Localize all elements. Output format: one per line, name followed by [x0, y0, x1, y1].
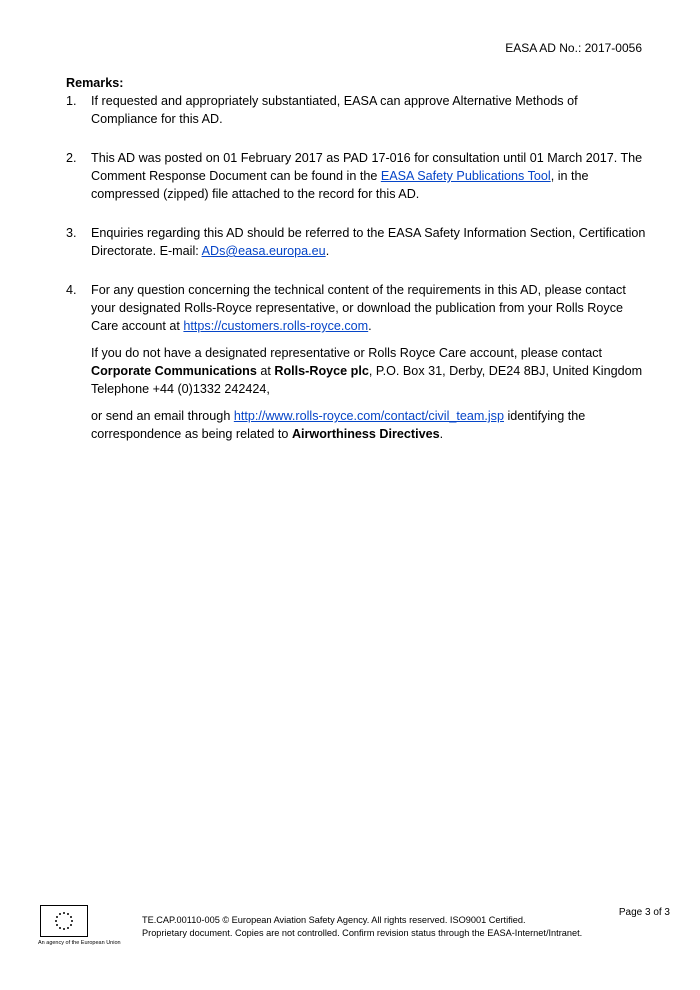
remark-item-3: [66, 224, 646, 260]
remarks-section: [66, 74, 646, 464]
remark-number: 2.: [66, 151, 77, 165]
remark-item-4: [66, 281, 646, 443]
remark-text: Enquiries regarding this AD should be referred to the EASA Safety Information Section, Certification Directorate. E-mail: ADs@easa.europa.eu.: [91, 226, 646, 258]
easa-safety-publications-link[interactable]: EASA Safety Publications Tool: [380, 169, 551, 183]
remarks-list: [66, 92, 646, 443]
eu-flag-icon: [40, 905, 88, 937]
remark-text: If requested and appropriately substantiated, EASA can approve Alternative Methods of Compliance for this AD.: [91, 94, 578, 126]
remark-item-1: [66, 92, 646, 128]
remark-number: 1.: [66, 94, 77, 108]
remark-number: 4.: [66, 283, 77, 297]
footer-line-1: TE.CAP.00110-005 © European Aviation Safety Agency. All rights reserved. ISO9001 Certified.: [142, 915, 526, 925]
eu-agency-caption: An agency of the European Union: [38, 940, 121, 946]
contact-paragraph: If you do not have a designated representative or Rolls Royce Care account, please contact Corporate Communications at Rolls-Royce plc, P.O. Box 31, Derby, DE24 8BJ, United Kingdom Telephone +44 (0)1332 242424,: [91, 346, 643, 396]
ad-number-header: EASA AD No.: 2017-0056: [505, 41, 642, 55]
footer-notice: [142, 914, 582, 940]
remark-number: 3.: [66, 226, 77, 240]
footer-line-2: Proprietary document. Copies are not controlled. Confirm revision status through the EASA-Internet/Intranet.: [142, 928, 583, 938]
civil-team-contact-link[interactable]: http://www.rolls-royce.com/contact/civil_team.jsp: [233, 409, 504, 423]
ads-email-link[interactable]: ADs@easa.europa.eu: [201, 244, 326, 258]
rolls-royce-customers-link[interactable]: https://customers.rolls-royce.com: [183, 319, 369, 333]
page-number: Page 3 of 3: [618, 907, 670, 918]
remarks-title: Remarks:: [66, 76, 124, 90]
remark-text: This AD was posted on 01 February 2017 as PAD 17-016 for consultation until 01 March 2017. The Comment Response Document can be found in the EASA Safety Publications Tool, in the compressed (zipped) file attached to the record for this AD.: [91, 151, 643, 201]
page-footer: [38, 904, 670, 964]
email-paragraph: or send an email through http://www.rolls-royce.com/contact/civil_team.jsp identifying the correspondence as being related to Airworthiness Directives.: [91, 409, 586, 441]
remark-text: For any question concerning the technical content of the requirements in this AD, please contact your designated Rolls-Royce representative, or download the publication from your Rolls Royce Care account at https://customers.rolls-royce.com.: [91, 283, 626, 333]
remark-item-2: [66, 149, 646, 203]
